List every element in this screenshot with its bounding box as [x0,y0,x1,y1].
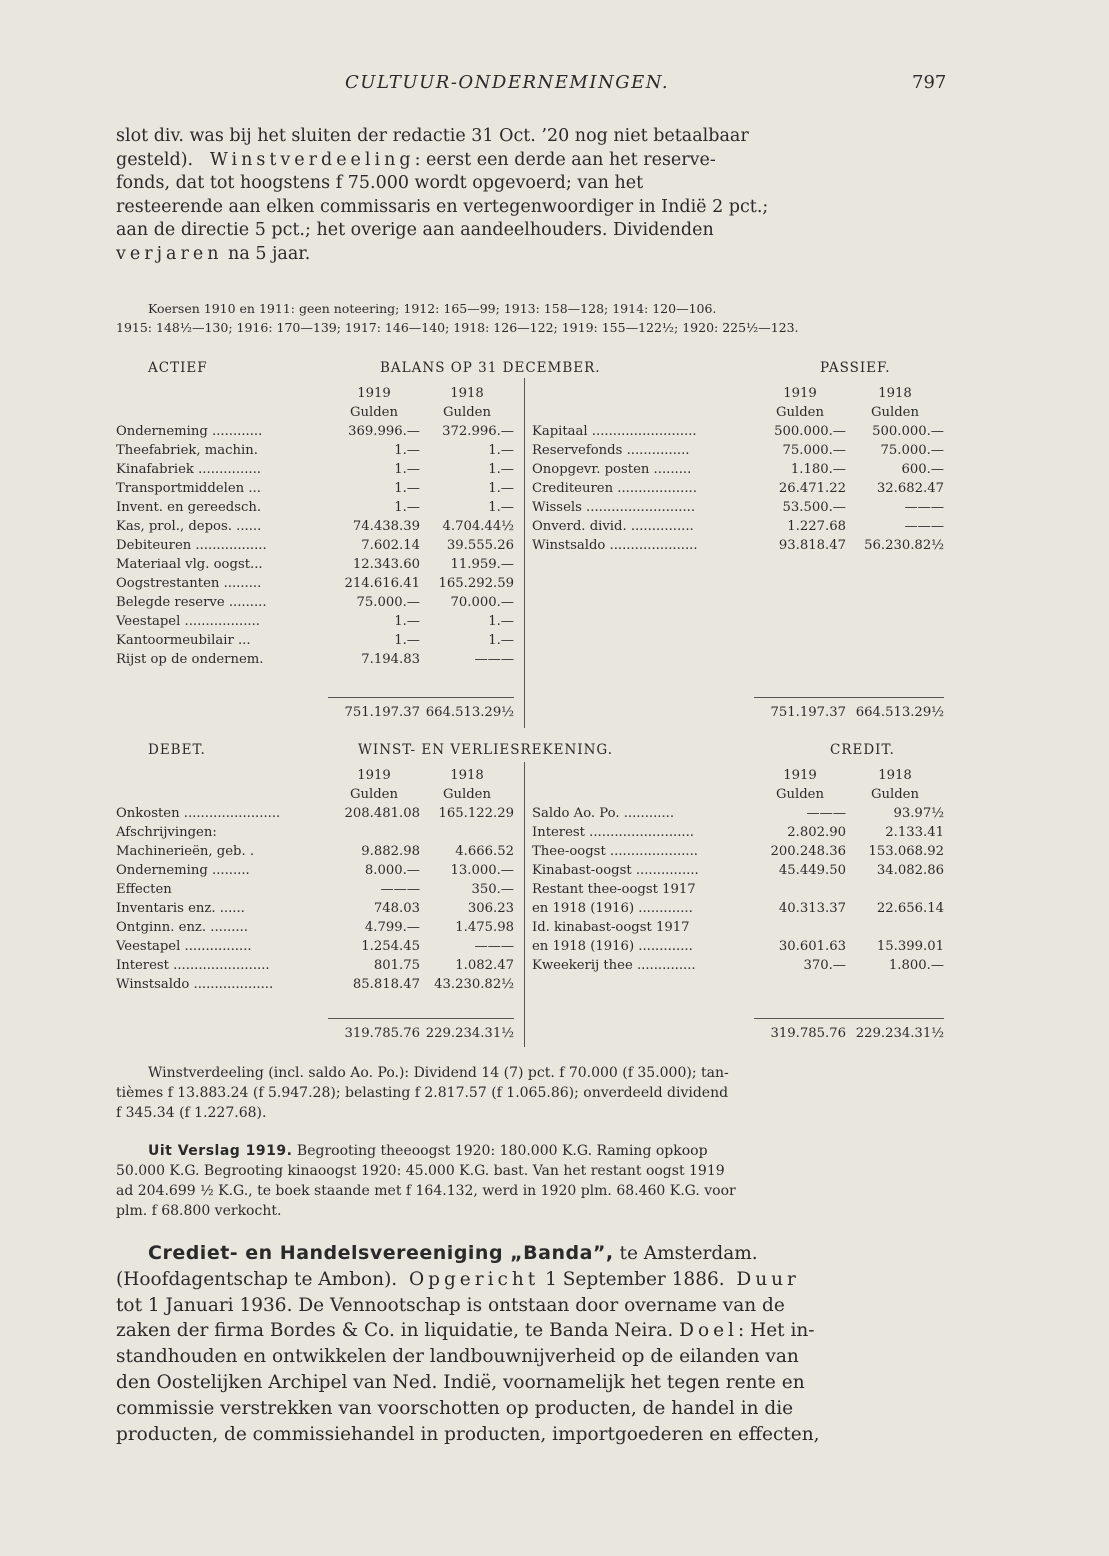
debet-total-1919: 319.785.76 [344,1026,420,1041]
row-label: en 1918 (1916) ............. [532,939,693,954]
debet-table: 1919 1918 Gulden Gulden Onkosten ....................... 208.481.08 165.122.29 Afschrijvingen: Machinerieën, geb. . 9.882.98 4.666.52 Onderneming ......... 8.000.— 13.000.— Effecten ——— 350.— Inventaris enz. ...... 748.03 306.23 Ontginn. enz. ......... 4.799.— 1.475.98 Veestapel ................ 1.254.45 ——— Interest ....................... 801.75 1.082.47 Winstsaldo ................... 85.818.47 43.230.82½ [116,768,514,992]
row-label: Saldo Ao. Po. ............ [532,806,675,821]
value-1919 [328,823,420,842]
intro-line: aan de directie 5 pct.; het overige aan aandeelhouders. Dividenden [116,220,714,240]
value-1918: 1.— [488,443,514,458]
value-1918: 39.555.26 [446,538,514,553]
koersen [116,300,948,337]
balans-divider [524,378,525,728]
row-label: Onopgevr. posten ......... [532,462,692,477]
value-1918: 22.656.14 [876,901,944,916]
value-1918 [420,823,514,842]
credit-row [532,842,944,861]
value-1919 [754,918,846,937]
debet-row [116,842,514,861]
row-label: Transportmiddelen ... [116,481,261,496]
actief-row [116,422,514,441]
row-label: Theefabriek, machin. [116,443,258,458]
value-1919: 500.000.— [774,424,846,439]
row-label: Veestapel .................. [116,614,260,629]
row-label: Restant thee-oogst 1917 [532,882,696,897]
value-1919: 369.996.— [348,424,420,439]
debet-row [116,956,514,975]
value-1919: 26.471.22 [778,481,846,496]
actief-row [116,517,514,536]
row-label: Machinerieën, geb. . [116,844,255,859]
value-1918: 165.122.29 [438,806,514,821]
verslag: Uit Verslag 1919. Begrooting theeoogst 1920: 180.000 K.G. Raming opkoop 50.000 K.G. Begrooting kinaoogst 1920: 45.000 K.G. bast. Van het restant oogst 1919 ad 204.699 ½ K.G., te boek staande met f 164.132, werd in 1920 plm. 68.460 K.G. voor plm. f 68.800 verkocht. [116,1143,736,1219]
value-1918: 75.000.— [880,443,944,458]
value-1919: 1.— [394,633,420,648]
value-1918: 56.230.82½ [864,538,944,553]
row-label: Interest ....................... [116,958,270,973]
value-1919: 30.601.63 [778,939,846,954]
credit-row [532,804,944,823]
value-1919: 1.254.45 [361,939,420,954]
passief-heading: PASSIEF. [820,360,891,376]
debet-total-rule [328,1018,514,1019]
running-title: CULTUUR-ONDERNEMINGEN. [345,72,670,93]
value-1918: 1.— [488,481,514,496]
value-1919: 53.500.— [782,500,846,515]
actief-heading: ACTIEF [148,360,208,376]
debet-row [116,899,514,918]
row-label: Materiaal vlg. oogst... [116,557,263,572]
actief-total-1919: 751.197.37 [344,705,420,720]
credit-heading: CREDIT. [830,742,895,758]
value-1918: 2.133.41 [885,825,944,840]
row-label: Id. kinabast-oogst 1917 [532,920,690,935]
intro-line: fonds, dat tot hoogstens f 75.000 wordt opgevoerd; van het [116,173,644,193]
value-1919: 1.— [394,462,420,477]
value-1918: 350.— [471,882,514,897]
row-label: Kinafabriek ............... [116,462,261,477]
value-1919: 9.882.98 [361,844,420,859]
koersen-line: Koersen 1910 en 1911: geen noteering; 1912: 165—99; 1913: 158—128; 1914: 120—106. [148,301,717,316]
actief-table: 1919 1918 Gulden Gulden Onderneming ............ 369.996.— 372.996.— Theefabriek, machin. 1.— 1.— Kinafabriek ............... 1.— 1.— Transportmiddelen ... 1.— 1.— Invent. en gereedsch. 1.— 1.— Kas, prol., depos. ...... 74.438.39 4.704.44½ Debiteuren ................. 7.602.14 39.555.26 Materiaal vlg. oogst... 12.343.60 11.959.— Oogstrestanten ......... 214.616.41 165.292.59 Belegde reserve ......... 75.000.— 70.000.— Veestapel .................. 1.— 1.— Kantoormeubilair ... 1.— 1.— Rijst op de ondernem. 7.194.83 ——— [116,386,514,667]
passief-table: 1919 1918 Gulden Gulden Kapitaal ......................... 500.000.— 500.000.— Reservefonds ............... 75.000.— 75.000.— Onopgevr. posten ......... 1.180.— 600.— Crediteuren ................... 26.471.22 32.682.47 Wissels .......................... 53.500.— ——— Onverd. divid. ............... 1.227.68 ——— Winstsaldo ..................... 93.818.47 56.230.82½ [532,386,944,553]
value-1918: ——— [474,939,514,954]
debet-row [116,918,514,937]
value-1919: 74.438.39 [352,519,420,534]
credit-totals [532,1024,944,1043]
intro-line: resteerende aan elken commissaris en vertegenwoordiger in Indië 2 pct.; [116,196,769,217]
passief-total-1919: 751.197.37 [770,705,846,720]
value-1919: 4.799.— [364,920,420,935]
row-label: Winstsaldo ..................... [532,538,698,553]
debet-total-1918: 229.234.31½ [425,1026,514,1041]
value-1919: 2.802.90 [787,825,846,840]
row-label: Winstsaldo ................... [116,977,274,992]
row-label: Onderneming ......... [116,863,250,878]
row-label: Onderneming ............ [116,424,263,439]
row-label: Onverd. divid. ............... [532,519,694,534]
credit-row [532,937,944,956]
value-1918: 1.— [488,633,514,648]
value-1918: 93.97½ [893,806,944,821]
passief-row [532,479,944,498]
row-label: Onkosten ....................... [116,806,281,821]
winst-heading: WINST- EN VERLIESREKENING. [358,742,614,758]
value-1919: 75.000.— [782,443,846,458]
value-1919: 40.313.37 [778,901,846,916]
actief-row [116,441,514,460]
row-label: Wissels .......................... [532,500,696,515]
actief-row [116,612,514,631]
value-1918 [846,918,944,937]
row-label: Kweekerij thee .............. [532,958,696,973]
row-label: Ontginn. enz. ......... [116,920,248,935]
passief-row [532,517,944,536]
value-1919: 75.000.— [356,595,420,610]
value-1918: 153.068.92 [868,844,944,859]
debet-row [116,804,514,823]
koersen-line: 1915: 148½—130; 1916: 170—139; 1917: 146—140; 1918: 126—122; 1919: 155—122½; 1920: 225½—123. [116,319,799,335]
value-1918: 1.— [488,614,514,629]
actief-row [116,498,514,517]
passief-row [532,536,944,555]
debet-row [116,823,514,842]
value-1918: 1.800.— [888,958,944,973]
winstverdeeling: Winstverdeeling (incl. saldo Ao. Po.): Dividend 14 (7) pct. f 70.000 (f 35.000); tan- tièmes f 13.883.24 (f 5.947.28); belasting f 2.817.57 (f 1.065.86); onverdeeld dividend f 345.34 (f 1.227.68). [116,1065,729,1121]
page-number: 797 [912,72,947,93]
value-1919: 85.818.47 [352,977,420,992]
banda-paragraph: Crediet- en Handelsvereeniging „Banda”, te Amsterdam. (Hoofdagentschap te Ambon). Opgericht 1 September 1886. Duur tot 1 Januari 1936. De Vennootschap is ontstaan door overname van de zaken der firma Bordes & Co. in liquidatie, te Banda Neira. Doel: Het in- standhouden en ontwikkelen der landbouwnijverheid op de eilanden van den Oostelijken Archipel van Ned. Indië, voornamelijk het tegen rente en commissie verstrekken van voorschotten op producten, de handel in die producten, de commissiehandel in producten, importgoederen en effecten, [116,1242,820,1445]
value-1919: 1.— [394,443,420,458]
value-1918: 165.292.59 [438,576,514,591]
value-1918: ——— [904,519,944,534]
intro-line: verjaren na 5 jaar. [116,243,311,264]
row-label: en 1918 (1916) ............. [532,901,693,916]
verslag-label: Uit Verslag 1919. [148,1143,293,1159]
passief-row [532,498,944,517]
value-1919: 1.— [394,481,420,496]
passief-total-rule [754,697,944,698]
row-label: Debiteuren ................. [116,538,267,553]
credit-row [532,880,944,899]
actief-row [116,631,514,650]
debet-totals [116,1024,514,1043]
value-1918: 32.682.47 [876,481,944,496]
row-label: Rijst op de ondernem. [116,652,264,667]
value-1918: 15.399.01 [876,939,944,954]
debet-row [116,880,514,899]
credit-row [532,823,944,842]
value-1918 [846,880,944,899]
value-1919: ——— [380,882,420,897]
value-1918: ——— [474,652,514,667]
value-1919: 801.75 [373,958,420,973]
value-1919: 1.180.— [790,462,846,477]
value-1919: 208.481.08 [344,806,420,821]
page-header [0,72,1109,102]
credit-row [532,918,944,937]
value-1918: ——— [904,500,944,515]
credit-row [532,861,944,880]
value-1918: 1.— [488,462,514,477]
value-1918: 4.704.44½ [442,519,514,534]
value-1918: 13.000.— [450,863,514,878]
value-1918: 1.082.47 [455,958,514,973]
row-label: Kapitaal ......................... [532,424,697,439]
actief-totals [116,703,514,722]
value-1919: 1.— [394,614,420,629]
debet-heading: DEBET. [148,742,206,758]
value-1918: 600.— [901,462,944,477]
credit-total-1919: 319.785.76 [770,1026,846,1041]
intro-line: gesteld). Winstverdeeling: eerst een derde aan het reserve- [116,149,716,170]
value-1918: 11.959.— [450,557,514,572]
value-1919: 1.— [394,500,420,515]
value-1919: 214.616.41 [344,576,420,591]
value-1918: 1.— [488,500,514,515]
value-1919: 7.602.14 [361,538,420,553]
value-1919: 12.343.60 [352,557,420,572]
intro-line: slot div. was bij het sluiten der redactie 31 Oct. ’20 nog niet betaalbaar [116,126,749,146]
debet-row [116,937,514,956]
actief-row [116,460,514,479]
value-1919: 200.248.36 [770,844,846,859]
passief-row [532,460,944,479]
debet-row [116,861,514,880]
value-1919: 93.818.47 [778,538,846,553]
passief-totals [532,703,944,722]
value-1918: 4.666.52 [455,844,514,859]
row-label: Kas, prol., depos. ...... [116,519,262,534]
row-label: Oogstrestanten ......... [116,576,262,591]
actief-row [116,593,514,612]
actief-row [116,536,514,555]
row-label: Inventaris enz. ...... [116,901,245,916]
value-1919 [754,880,846,899]
row-label: Invent. en gereedsch. [116,500,262,515]
row-label: Reservefonds ............... [532,443,690,458]
actief-total-rule [328,697,514,698]
value-1919: 8.000.— [364,863,420,878]
credit-table: 1919 1918 Gulden Gulden Saldo Ao. Po. ............ ——— 93.97½ Interest ......................... 2.802.90 2.133.41 Thee-oogst ..................... 200.248.36 153.068.92 Kinabast-oogst ............... 45.449.50 34.082.86 Restant thee-oogst 1917 en 1918 (1916) ............. 40.313.37 22.656.14 Id. kinabast-oogst 1917 en 1918 (1916) ............. 30.601.63 15.399.01 Kweekerij thee .............. 370.— 1.800.— [532,768,944,973]
row-label: Crediteuren ................... [532,481,697,496]
banda-name: Crediet- en Handelsvereeniging „Banda”, [148,1242,614,1264]
passief-total-1918: 664.513.29½ [855,705,944,720]
actief-row [116,574,514,593]
row-label: Belegde reserve ......... [116,595,267,610]
value-1919: 45.449.50 [778,863,846,878]
actief-row [116,479,514,498]
row-label: Veestapel ................ [116,939,252,954]
row-label: Effecten [116,882,172,897]
row-label: Interest ......................... [532,825,694,840]
intro-paragraph [116,125,944,266]
row-label: Kinabast-oogst ............... [532,863,699,878]
winst-divider [524,762,525,1047]
value-1919: 748.03 [373,901,420,916]
value-1919: 370.— [803,958,846,973]
row-label: Thee-oogst ..................... [532,844,698,859]
row-label: Kantoormeubilair ... [116,633,251,648]
value-1918: 372.996.— [442,424,514,439]
actief-row [116,650,514,669]
actief-total-1918: 664.513.29½ [425,705,514,720]
value-1918: 306.23 [467,901,514,916]
passief-row [532,422,944,441]
credit-total-rule [754,1018,944,1019]
actief-row [116,555,514,574]
passief-row [532,441,944,460]
row-label: Afschrijvingen: [116,825,217,840]
value-1918: 70.000.— [450,595,514,610]
balans-heading: BALANS OP 31 DECEMBER. [380,360,601,376]
credit-row [532,956,944,975]
debet-row [116,975,514,994]
value-1919: 1.227.68 [787,519,846,534]
credit-total-1918: 229.234.31½ [855,1026,944,1041]
value-1918: 43.230.82½ [434,977,514,992]
value-1918: 34.082.86 [876,863,944,878]
value-1919: 7.194.83 [361,652,420,667]
value-1919: ——— [806,806,846,821]
value-1918: 1.475.98 [455,920,514,935]
value-1918: 500.000.— [872,424,944,439]
credit-row [532,899,944,918]
